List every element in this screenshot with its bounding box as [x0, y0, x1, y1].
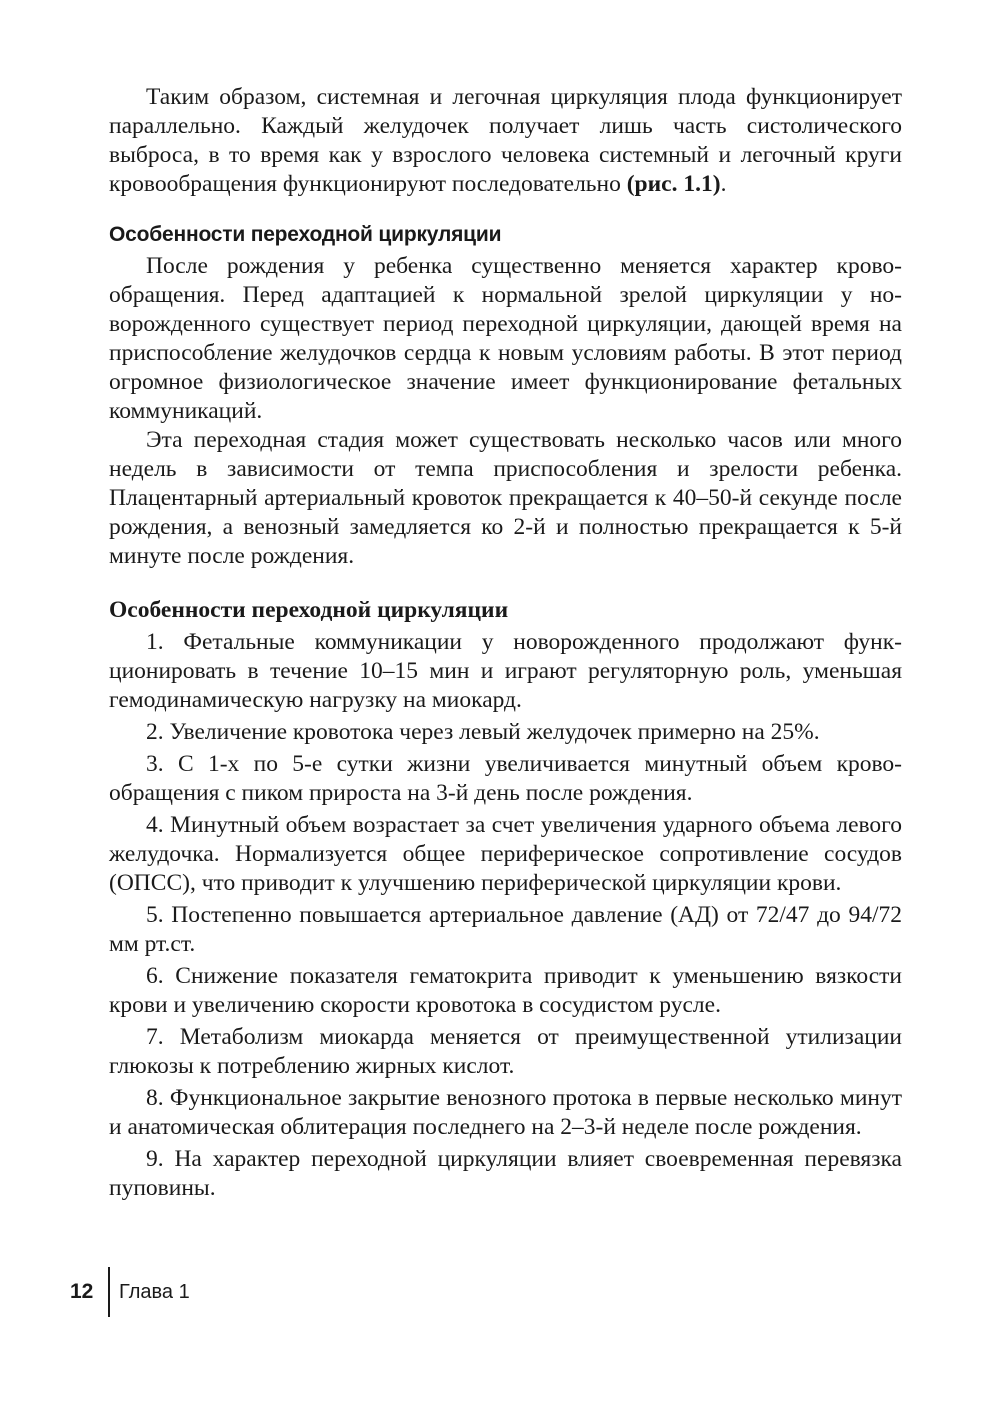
- list-item: 4. Минутный объем возрастает за счет увеличения ударного объема левого желудочка. Нормализуется общее периферическое сопротивление сосудов (ОПСС), что приводит к улучшению периферической циркуляции крови.: [109, 812, 902, 896]
- section-heading-transitional: Особенности переходной циркуляции: [109, 223, 502, 246]
- list-item: 2. Увеличение кровотока через левый желудочек примерно на 25%.: [146, 719, 820, 745]
- paragraph-transitional-stage: Эта переходная стадия может существовать несколько часов или много недель в зависимости от темпа приспособления и зрелости ребенка. Плацентарный артериальный кровоток прекращается к 40–50-й секунде после рождения, а венозный замедляется ко 2-й и полностью прекращается к 5-й минуте после рождения.: [109, 427, 902, 569]
- list-item: 8. Функциональное закрытие венозного протока в первые несколько минут и анатомическая облитерация последнего на 2–3-й неделе после рождения.: [109, 1085, 902, 1140]
- list-item: 5. Постепенно повышается артериальное давление (АД) от 72/47 до 94/72 мм рт.ст.: [109, 902, 902, 957]
- paragraph-after-birth: После рождения у ребенка существенно меняется характер кровообращения. Перед адаптацией к нормальной зрелой циркуляции у новорожденного существует период переходной циркуляции, дающей время на приспособление желудочков сердца к новым условиям работы. В этот период огромное физиологическое значение имеет функционирование фетальных коммуникаций.: [109, 253, 902, 424]
- figure-reference: (рис. 1.1): [626, 171, 721, 197]
- list-item: 1. Фетальные коммуникации у новорожденного продолжают функционировать в течение 10–15 мин и играют регуляторную роль, уменьшая гемодинамическую нагрузку на миокард.: [109, 629, 902, 713]
- chapter-label: Глава 1: [119, 1280, 190, 1303]
- intro-end: .: [720, 171, 727, 197]
- list-item: 9. На характер переходной циркуляции влияет своевременная перевязка пуповины.: [109, 1146, 902, 1201]
- page-number: 12: [70, 1280, 94, 1303]
- intro-paragraph: [109, 83, 902, 199]
- page-footer: [70, 1267, 190, 1317]
- page-body: [109, 83, 902, 1203]
- footer-divider: [108, 1267, 110, 1317]
- list-item: 6. Снижение показателя гематокрита приводит к уменьшению вязкости крови и увеличению скорости кровотока в сосудистом русле.: [109, 963, 902, 1018]
- list-item: 7. Метаболизм миокарда меняется от преимущественной утилизации глюкозы к потреблению жирных кислот.: [109, 1024, 902, 1079]
- list-item: 3. С 1-х по 5-е сутки жизни увеличивается минутный объем кровообращения с пиком прироста на 3-й день после рождения.: [109, 751, 902, 806]
- intro-text: Таким образом, системная и легочная циркуляция плода функционирует параллельно. Каждый желудочек получает лишь часть систолического выброса, в то время как у взрослого человека системный и легочный круги кровообращения функционируют последовательно: [109, 84, 902, 197]
- section-heading-features: Особенности переходной циркуляции: [109, 597, 509, 623]
